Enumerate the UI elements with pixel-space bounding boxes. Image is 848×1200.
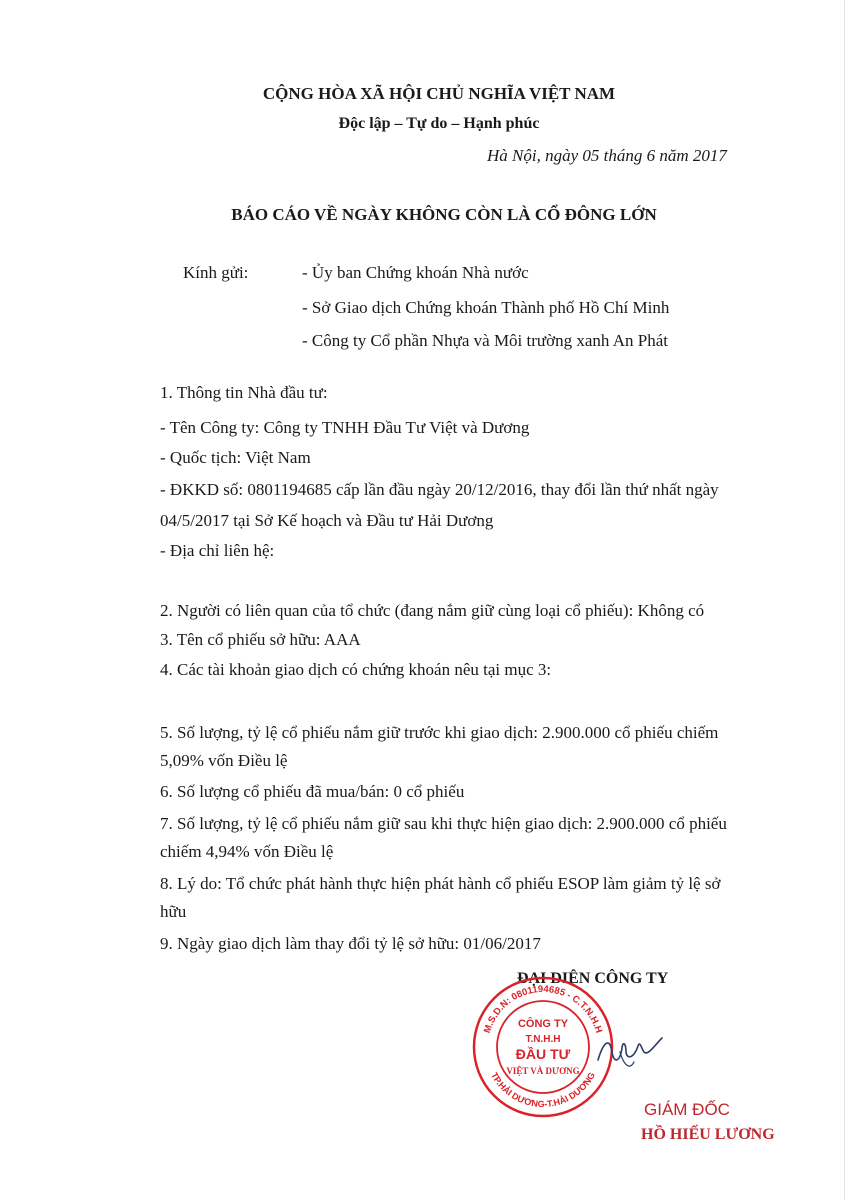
recipient-item: - Ủy ban Chứng khoán Nhà nước	[302, 263, 529, 282]
seal-line-1: CÔNG TY	[517, 1018, 569, 1030]
recipient-item: - Công ty Cổ phần Nhựa và Môi trường xanh An Phát	[302, 331, 668, 350]
section-3: 3. Tên cổ phiếu sở hữu: AAA	[160, 630, 361, 649]
section-8-line-2: hữu	[160, 902, 187, 921]
recipient-item: - Sở Giao dịch Chứng khoán Thành phố Hồ Chí Minh	[302, 298, 670, 317]
contact-address: - Địa chỉ liên hệ:	[160, 541, 275, 560]
section-7-line-1: 7. Số lượng, tỷ lệ cổ phiếu nắm giữ sau khi thực hiện giao dịch: 2.900.000 cổ phiếu	[160, 814, 727, 833]
seal-line-4: VIỆT VÀ DƯƠNG	[506, 1066, 580, 1076]
national-motto: Độc lập – Tự do – Hạnh phúc	[338, 115, 540, 132]
section-9: 9. Ngày giao dịch làm thay đổi tỷ lệ sở hữu: 01/06/2017	[160, 934, 541, 953]
handwritten-signature	[590, 1022, 670, 1072]
national-heading: CỘNG HÒA XÃ HỘI CHỦ NGHĨA VIỆT NAM	[262, 84, 616, 103]
recipients-label: Kính gửi:	[183, 263, 249, 282]
section-2: 2. Người có liên quan của tổ chức (đang nắm giữ cùng loại cổ phiếu): Không có	[160, 601, 705, 620]
company-name: - Tên Công ty: Công ty TNHH Đầu Tư Việt và Dương	[160, 418, 530, 437]
document-title: BÁO CÁO VỀ NGÀY KHÔNG CÒN LÀ CỔ ĐÔNG LỚN	[231, 205, 657, 224]
nationality: - Quốc tịch: Việt Nam	[160, 448, 311, 467]
seal-ring-top: M.S.D.N: 0801194685 - C.T.N.H.H	[481, 983, 605, 1035]
section-8-line-1: 8. Lý do: Tổ chức phát hành thực hiện phát hành cổ phiếu ESOP làm giảm tỷ lệ sở	[160, 874, 721, 893]
seal-line-2: T.N.H.H	[525, 1034, 561, 1045]
document-date: Hà Nội, ngày 05 tháng 6 năm 2017	[487, 146, 727, 165]
section-4: 4. Các tài khoản giao dịch có chứng khoán nêu tại mục 3:	[160, 660, 552, 679]
seal-line-3: ĐẦU TƯ	[515, 1046, 571, 1062]
representative-heading: ĐẠI DIỆN CÔNG TY	[517, 970, 669, 987]
seal-ring-bottom: TP.HẢI DƯƠNG-T.HẢI DƯƠNG	[489, 1070, 597, 1110]
section-6: 6. Số lượng cổ phiếu đã mua/bán: 0 cổ phiếu	[160, 782, 465, 801]
registration-line-1: - ĐKKD số: 0801194685 cấp lần đầu ngày 20/12/2016, thay đổi lần thứ nhất ngày	[160, 480, 719, 499]
page-edge-line	[844, 0, 845, 1200]
section-5-line-1: 5. Số lượng, tỷ lệ cổ phiếu nắm giữ trước khi giao dịch: 2.900.000 cổ phiếu chiếm	[160, 723, 719, 742]
section-5-line-2: 5,09% vốn Điều lệ	[160, 751, 288, 770]
signatory-position: GIÁM ĐỐC	[644, 1100, 730, 1119]
section-1-heading: 1. Thông tin Nhà đầu tư:	[160, 383, 328, 402]
registration-line-2: 04/5/2017 tại Sở Kế hoạch và Đầu tư Hải Dương	[160, 511, 494, 530]
signatory-name: HỒ HIẾU LƯƠNG	[641, 1126, 775, 1143]
section-7-line-2: chiếm 4,94% vốn Điều lệ	[160, 842, 334, 861]
